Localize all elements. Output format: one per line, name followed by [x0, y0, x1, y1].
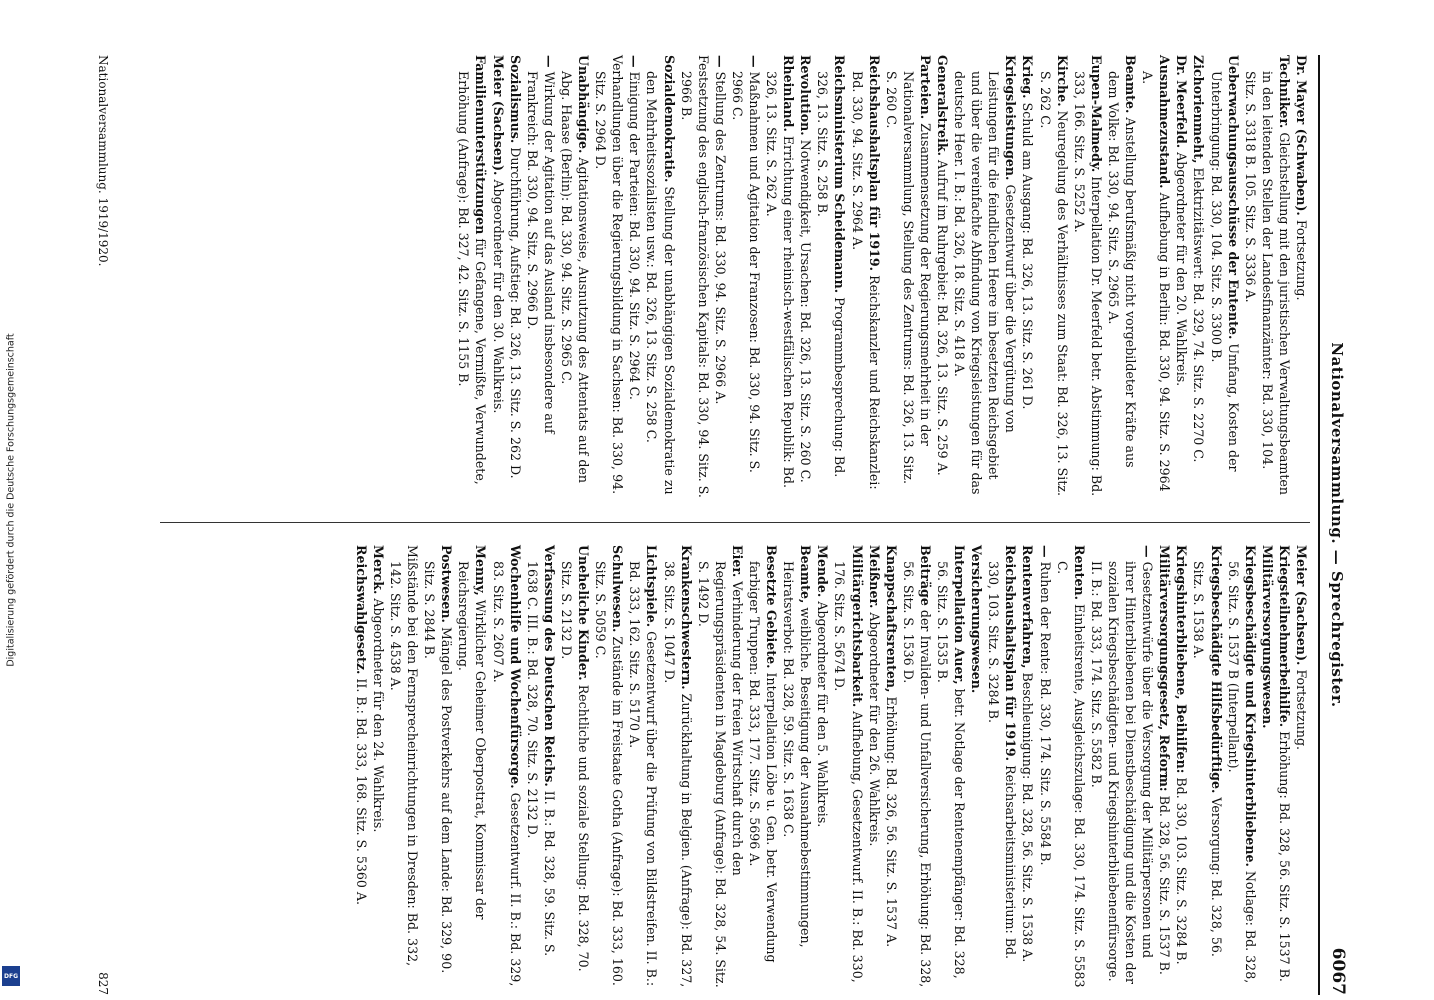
right-column — [353, 545, 1310, 989]
entry-text: Notwendigkeit, Ursachen: Bd. 326, 13. Sitz. S. 260 C. — [798, 139, 814, 483]
register-entry — [883, 55, 934, 499]
entry-heading: Rentenverfahren, — [1020, 545, 1036, 669]
register-entry — [524, 545, 558, 989]
register-entry — [1173, 55, 1190, 499]
entry-text: Ruhen der Rente: Bd. 330, 174. Sitz. S. 5584 B. — [1037, 561, 1053, 866]
entry-heading: — — [712, 55, 728, 68]
register-entry — [1190, 55, 1207, 499]
register-entry — [1054, 545, 1088, 989]
register-entry — [353, 545, 370, 989]
register-entry — [1139, 55, 1173, 499]
entry-text: Errichtung einer rheinisch-westfälischen Republik: Bd. 326, 13. Sitz. S. 262 A. — [764, 71, 797, 488]
register-entry — [592, 545, 626, 989]
register-entry — [1225, 545, 1259, 989]
entry-text: Aufruf im Ruhrgebiet: Bd. 326, 13. Sitz. S. 259 A. — [935, 159, 951, 476]
entry-heading: Unabhängige. — [576, 55, 592, 154]
entry-text: Erhöhung: Bd. 326, 56. Sitz. S. 1537 A. — [883, 696, 899, 948]
entry-heading: — — [1037, 545, 1053, 558]
entry-heading: Kriegsleistungen. — [1003, 55, 1019, 181]
entry-heading: Reichshaushaltsplan für 1919. — [1003, 545, 1019, 762]
entry-text: Abgeordneter für den 26. Wahlkreis. — [866, 612, 882, 847]
entry-text: Interpellation Dr. Meerfeld betr. Abstimmung: Bd. 333, 166. Sitz. S. 5252 A. — [1071, 71, 1104, 497]
entry-text: Verhinderung der freien Wirtschaft durch den Regierungspräsidenten in Magdeburg (Anfrage): Bd. 328, 54. Sitz. S. 1492 D. — [695, 561, 745, 988]
register-entry — [558, 545, 592, 989]
entry-text: Schuld am Ausgang: Bd. 326, 13. Sitz. S. 261 D. — [1020, 102, 1036, 410]
entry-text: Stellung des Zentrums: Bd. 330, 94. Sitz. S. 2966 A. — [712, 71, 728, 405]
entry-text: Gleichstellung mit den juristischen Verwaltungsbeamten in den leitenden Stellen der Landesfinanzämter: Bd. 330, 104. Sitz. S. 3318 B. 105. Sitz. S. 3336 A. — [1242, 71, 1292, 495]
entry-heading: Familienunterstützungen — [473, 55, 489, 235]
entry-heading: Militärversorgungswesen. — [1259, 545, 1275, 729]
entry-heading: Reichsministerium Scheidemann. — [832, 55, 848, 294]
entry-text: Anstellung berufsmäßig nicht vorgebildeter Kräfte aus dem Volke: Bd. 330, 94. Sitz. S. 2965 A. — [1105, 71, 1139, 468]
entry-heading: Meier (Sachsen). — [1294, 545, 1309, 666]
register-entry — [695, 545, 746, 989]
register-entry — [1242, 55, 1293, 499]
register-entry — [626, 55, 643, 499]
entry-heading: Verfassung des Deutschen Reichs. — [541, 545, 557, 787]
register-entry — [490, 545, 524, 989]
register-entry — [934, 545, 968, 989]
entry-text: Interpellation Löbe u. Gen. betr. Verwendung farbiger Truppen: Bd. 333, 177. Sitz. S. 5696 A. — [747, 561, 780, 963]
entry-heading: Eupen-Malmedy. — [1088, 55, 1104, 173]
entry-heading: Lichtspiele. — [644, 545, 660, 628]
entry-text: Zusammensetzung der Regierungsmehrheit in der Nationalversammlung, Stellung des Zentrums: Bd. 326, 13. Sitz. S. 260 C. — [883, 71, 933, 484]
register-entry — [370, 545, 387, 989]
entry-heading: Generalstreik. — [935, 55, 951, 156]
register-entry — [1276, 545, 1293, 989]
register-entry — [968, 545, 985, 989]
entry-heading: Schulwesen. — [610, 545, 626, 633]
entry-heading: Reichswahlgesetz. — [353, 545, 369, 675]
register-entry — [524, 55, 558, 499]
entry-heading: Besetzte Gebiete. — [764, 545, 780, 669]
entry-text: Fortsetzung. — [1294, 669, 1309, 751]
entry-heading: Beamte. — [1123, 55, 1139, 114]
entry-text: Aufhebung, Gesetzentwurf. II. B.: Bd. 330, 176. Sitz. S. 5674 D. — [832, 561, 865, 983]
entry-heading: Techniker. — [1276, 55, 1292, 129]
entry-heading: Kriegsteilnehmerbeihilfe. — [1276, 545, 1292, 728]
footer-left: Nationalversammlung. 1919/1920. — [96, 55, 110, 267]
entry-heading: Zichorienmeht, — [1191, 55, 1207, 164]
entry-heading: Reichshaushaltsplan für 1919. — [866, 55, 882, 272]
register-entry — [490, 55, 507, 499]
entry-heading: Rheinland. — [781, 55, 797, 132]
header-rule — [1318, 55, 1320, 995]
register-entry — [1037, 545, 1054, 989]
register-entry — [814, 55, 848, 499]
entry-heading: Mende. — [815, 545, 831, 598]
entry-heading: — — [627, 55, 643, 68]
entry-text: Aufhebung in Berlin: Bd. 330, 94. Sitz. S. 2964 A. — [1140, 71, 1173, 492]
entry-heading: Menny, — [473, 545, 489, 596]
entry-text: Gesetzentwurf über die Vergütung von Leistungen für die feindlichen Heere im besetzten Reichsgebiet und über die vereinfachte Abfindung von Kriegsleistungen für das deutsche Heer. I. B.: Bd. 326, 18. Sitz. S. 418 A. — [952, 71, 1019, 495]
entry-heading: Ueberwachungsausschüsse der Entente. — [1225, 55, 1241, 340]
funding-note: Digitalisierung gefördert durch die Deutsche Forschungsgemeinschaft — [5, 333, 17, 667]
entry-text: Mängel des Postverkehrs auf dem Lande: Bd. 329, 90. Sitz. S. 2844 B. — [422, 561, 455, 974]
entry-text: der Invaliden- und Unfallversicherung, Erhöhung: Bd. 328, 56. Sitz. S. 1536 D. — [900, 561, 933, 988]
entry-text: Versorgung: Bd. 328, 56. Sitz. S. 1538 A. — [1191, 561, 1224, 957]
entry-heading: Kirche. — [1054, 55, 1070, 107]
entry-heading: — — [541, 55, 557, 68]
entry-heading: Kriegsbeschädigte und Kriegshinterbliebene. — [1242, 545, 1258, 867]
entry-heading: Militärgerichtsbarkeit. — [849, 545, 865, 708]
register-entry — [678, 55, 712, 499]
register-entry — [763, 55, 797, 499]
entry-heading: Kriegsbeschädigte Hilfsbedürftige. — [1208, 545, 1224, 794]
entry-text: Wirkung der Agitation auf das Ausland insbesondere auf Frankreich: Bd. 330, 94. Sitz. S. 2966 D. — [524, 71, 557, 434]
entry-heading: Interpellation Auer, — [952, 545, 968, 685]
entry-heading: Dr. Meerfeld. — [1174, 55, 1190, 149]
column-divider — [160, 522, 1310, 523]
entry-heading: Merck. — [370, 545, 386, 595]
entry-text: weibliche. Beseitigung der Ausnahmebestimmungen, Heiratsverbot: Bd. 328, 59. Sitz. S. 1638 C. — [781, 561, 814, 948]
entry-heading: Eier. — [729, 545, 745, 578]
register-entry — [1293, 545, 1310, 989]
register-entry — [883, 545, 900, 989]
register-entry — [1019, 545, 1036, 989]
entry-heading: Meißner. — [866, 545, 882, 609]
register-entry — [934, 55, 951, 499]
entry-text: Mißstände bei den Fernsprecheinrichtungen in Dresden: Bd. 332, 142. Sitz. S. 4538 A. — [388, 545, 421, 967]
entry-text: Abgeordneter für den 24. Wahlkreis. — [370, 598, 386, 833]
left-column — [455, 55, 1310, 499]
register-entry — [1259, 545, 1276, 989]
entry-text: Rechtliche und soziale Stellung: Bd. 328, 70. Sitz. S. 2132 D. — [558, 561, 592, 972]
entry-text: Umfang, Kosten der Unterbringung: Bd. 330, 104. Sitz. S. 3300 B. — [1208, 71, 1241, 472]
register-entry — [1293, 55, 1310, 499]
entry-text: Abgeordneter für den 5. Wahlkreis. — [815, 601, 831, 828]
register-entry — [951, 55, 1019, 499]
register-entry — [455, 545, 489, 989]
entry-heading: Wochenhilfe und Wochenfürsorge. — [507, 545, 523, 789]
rotated-page — [60, 55, 1350, 995]
register-entry — [1105, 55, 1139, 499]
entry-heading: Renten. — [1071, 545, 1087, 601]
entry-text: Gesetzentwurf über die Prüfung von Bildstreifen. II. B.: Bd. 333, 162. Sitz. S. 5170 A. — [627, 561, 660, 987]
entry-text: Wirklicher Geheimer Oberpostrat, Kommissar der Reichsregierung. — [456, 561, 489, 920]
entry-text: II. B.: Bd. 333, 168. Sitz. S. 5360 A. — [353, 678, 369, 905]
entry-text: Neuregelung des Verhältnisses zum Staat: Bd. 326, 13. Sitz. S. 262 C. — [1037, 71, 1070, 497]
register-entry — [1037, 55, 1071, 499]
entry-text: Bd. 328, 56. Sitz. S. 1537 B. — [1157, 795, 1173, 975]
register-entry — [1173, 545, 1190, 989]
register-entry — [643, 55, 677, 499]
entry-heading: Krieg. — [1020, 55, 1036, 99]
register-entry — [1019, 55, 1036, 499]
register-entry — [1156, 545, 1173, 989]
register-entry — [558, 55, 592, 499]
entry-text: Erhöhung: Bd. 328, 56. Sitz. S. 1537 B. — [1276, 731, 1292, 982]
entry-text: II. B.: Bd. 328, 59. Sitz. S. 1638 C. III. B.: Bd. 328, 70. Sitz. S. 2132 D. — [524, 561, 557, 957]
page-title: Nationalversammlung. — Sprechregister. — [1328, 342, 1346, 708]
entry-text: Zurückhaltung in Belgien. (Anfrage): Bd. 327, 38. Sitz. S. 1047 D. — [661, 561, 694, 988]
register-entry — [1088, 545, 1156, 989]
entry-text: Agitationsweise, Ausnutzung des Attentats auf den Abg. Haase (Berlin): Bd. 330, 94. Sitz. S. 2965 C. — [558, 71, 592, 483]
entry-heading: Krankenschwestern. — [678, 545, 694, 690]
register-entry — [831, 545, 865, 989]
entry-heading: Postwesen. — [439, 545, 455, 623]
register-entry — [848, 55, 882, 499]
register-entry — [387, 545, 421, 989]
entry-text: Durchführung, Aufstieg: Bd. 326, 13. Sitz. S. 262 D. — [507, 147, 523, 479]
register-entry — [592, 55, 626, 499]
register-entry — [729, 55, 763, 499]
entry-text: Verhandlungen über die Regierungsbildung in Sachsen: Bd. 330, 94. Sitz. S. 2964 D. — [593, 55, 626, 495]
register-entry — [780, 545, 814, 989]
register-entry — [1071, 55, 1105, 499]
page-number: 6067 — [1328, 947, 1348, 995]
page-header — [1320, 55, 1350, 995]
entry-text: Abgeordneter für den 30. Wahlkreis. — [490, 179, 506, 414]
entry-heading: Sozialismus. — [507, 55, 523, 144]
entry-text: betr. Notlage der Rentenempfänger: Bd. 328, 56. Sitz. S. 1535 B. — [935, 561, 968, 979]
entry-heading: Parteien. — [917, 55, 933, 120]
entry-heading: Knappschaftsrenten, — [883, 545, 899, 693]
dfg-logo: DFG — [2, 966, 20, 986]
entry-text: Reichsarbeitsministerium: Bd. 330, 103. Sitz. S. 3284 B. — [986, 561, 1019, 960]
entry-heading: Beamte, — [798, 545, 814, 604]
entry-text: Einheitsrente, Ausgleichszulage: Bd. 330, 174. Sitz. S. 5583 C. — [1054, 561, 1087, 988]
register-entry — [900, 545, 934, 989]
register-entry — [797, 55, 814, 499]
entry-heading: — — [1140, 545, 1156, 558]
register-entry — [985, 545, 1019, 989]
entry-heading: — — [747, 55, 762, 68]
entry-text: Reichskanzler und Reichskanzlei: Bd. 330, 94. Sitz. S. 2964 A. — [849, 71, 882, 490]
entry-text: Beschleunigung: Bd. 328, 56. Sitz. S. 1538 A. — [1020, 672, 1036, 963]
entry-text: Gesetzentwürfe über die Versorgung der Militärpersonen und ihrer Hinterbliebenen bei Dienstbeschädigung und die Kosten der sozialen Kriegsbeschädigten- und Kriegshinterbliebenenfürsorge. II. B.: Bd. 333, 174. Sitz. S. 5582 B. — [1088, 561, 1156, 985]
entry-heading: Uneheliche Kinder. — [576, 545, 592, 681]
register-entry — [1207, 55, 1241, 499]
entry-text: Stellung der unabhängigen Sozialdemokratie zu den Mehrheitssozialisten usw.: Bd. 326, 13. Sitz. S. 258 C. — [644, 71, 677, 495]
entry-text: Notlage: Bd. 328, 56. Sitz. S. 1537 B (Interpellant). — [1225, 561, 1258, 984]
entry-text: Zustände im Freistaate Gotha (Anfrage): Bd. 333, 160. Sitz. S. 5059 C. — [593, 561, 626, 986]
entry-text: Abgeordneter für den 20. Wahlkreis. — [1174, 152, 1190, 387]
footer-page-number: 827 — [96, 972, 110, 995]
register-entry — [421, 545, 455, 989]
register-entry — [507, 55, 524, 499]
entry-heading: Kriegshinterbliebene, Beihilfen: — [1174, 545, 1190, 774]
entry-text: für Gefangene, Vermißte, Verwundete, Erhöhung (Anfrage): Bd. 327, 42. Sitz. S. 1155 B. — [456, 71, 489, 485]
entry-heading: Dr. Mayer (Schwaben). — [1294, 55, 1309, 216]
entry-text: Programmbesprechung: Bd. 326, 13. Sitz. S. 258 B. — [815, 71, 848, 478]
register-entry — [1190, 545, 1224, 989]
entry-heading: Revolution. — [798, 55, 814, 136]
entry-heading: Versicherungswesen. — [969, 545, 985, 694]
register-entry — [814, 545, 831, 989]
entry-heading: Beiträge — [917, 545, 933, 606]
entry-text: Fortsetzung. — [1294, 219, 1309, 301]
entry-text: Festsetzung des englisch-französischen Kapitals: Bd. 330, 94. Sitz. S. 2966 B. — [678, 55, 711, 498]
register-entry — [455, 55, 489, 499]
register-entry — [660, 545, 694, 989]
entry-text: Einigung der Parteien: Bd. 330, 94. Sitz. S. 2964 C. — [627, 71, 643, 400]
register-entry — [712, 55, 729, 499]
register-entry — [866, 545, 883, 989]
register-entry — [626, 545, 660, 989]
entry-heading: Militärversorgungsgesetz, Reform: — [1157, 545, 1173, 792]
entry-text: Maßnahmen und Agitation der Franzosen: Bd. 330, 94. Sitz. S. 2966 C. — [729, 71, 762, 473]
entry-heading: Sozialdemokratie. — [661, 55, 677, 183]
entry-text: Gesetzentwurf. II. B.: Bd. 329, 83. Sitz. S. 2607 A. — [490, 561, 523, 987]
entry-text: Elektrizitätswert: Bd. 329, 74. Sitz. S. 2270 C. — [1191, 167, 1207, 463]
register-entry — [746, 545, 780, 989]
entry-heading: Meier (Sachsen). — [490, 55, 506, 176]
margin-strip — [0, 0, 22, 1000]
entry-text: Bd. 330, 103. Sitz. S. 3284 B. — [1174, 777, 1190, 965]
entry-heading: Ausnahmezustand. — [1157, 55, 1173, 189]
